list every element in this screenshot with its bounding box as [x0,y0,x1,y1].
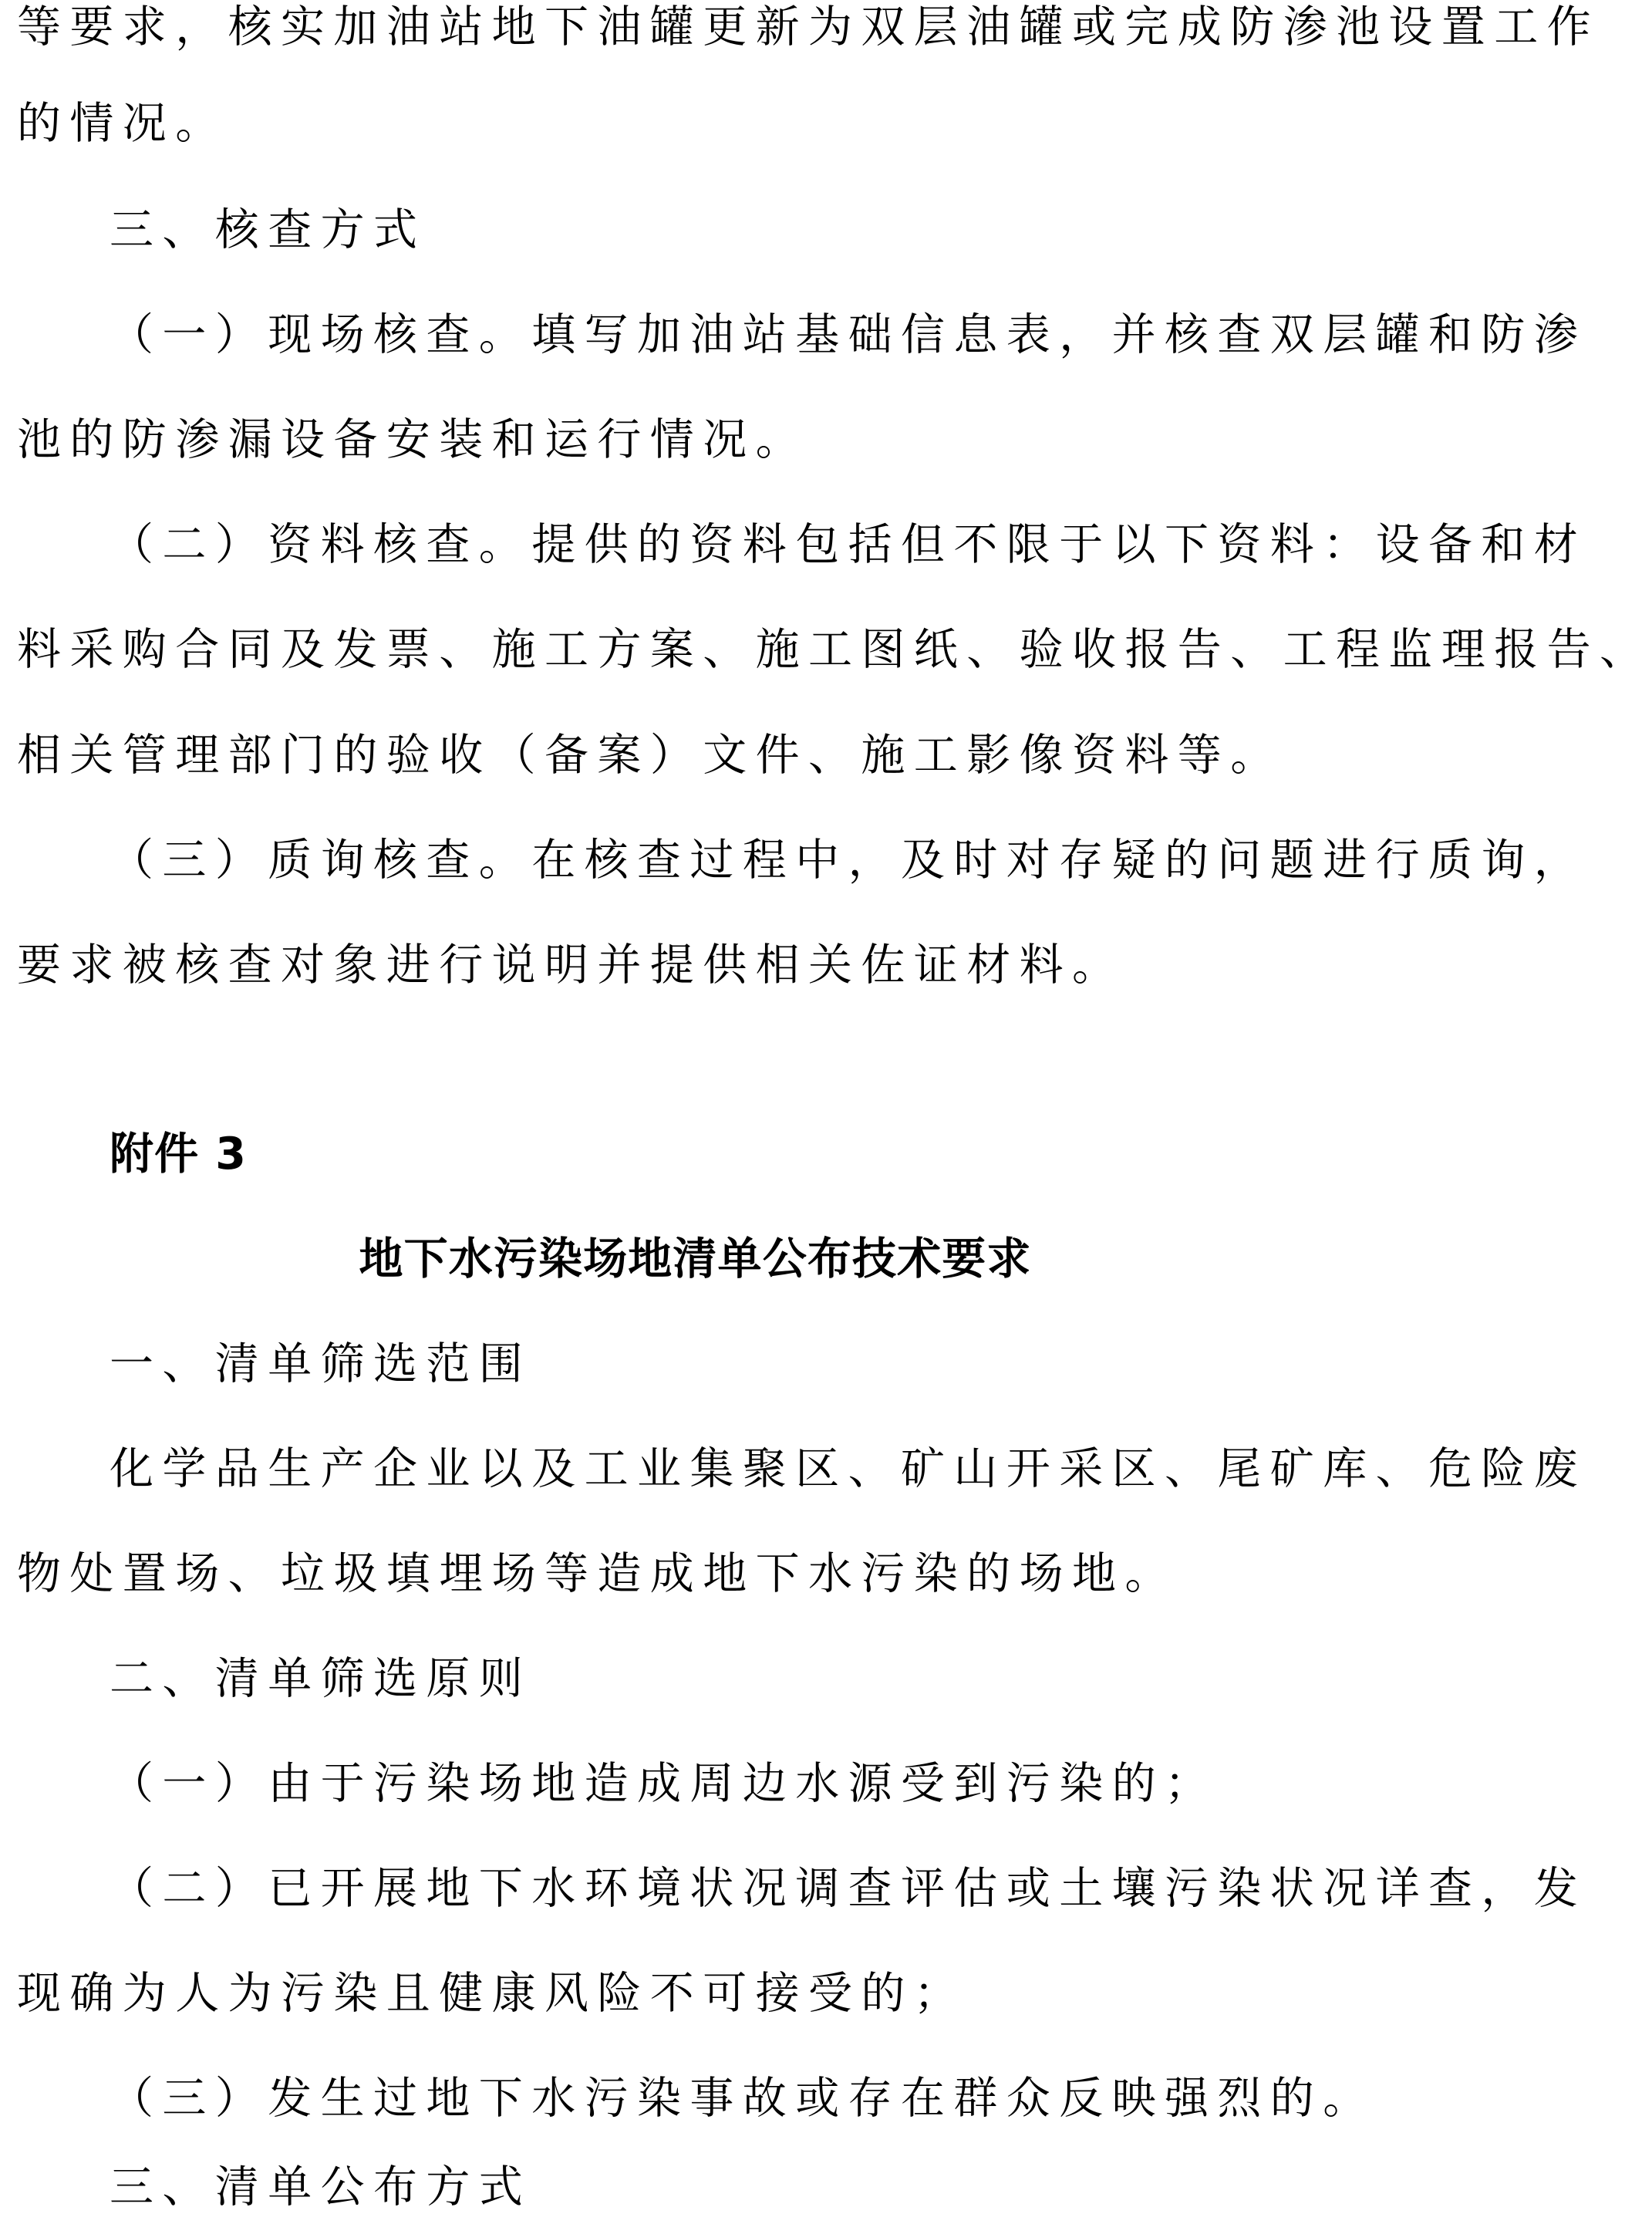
paragraph-line: （二）已开展地下水环境状况调查评估或土壤污染状况详查，发 [110,1863,1587,1914]
section-heading: 二、清单筛选原则 [110,1653,532,1704]
paragraph-line: 物处置场、垃圾填埋场等造成地下水污染的场地。 [17,1548,1178,1599]
section-heading: 三、清单公布方式 [110,2162,532,2212]
paragraph-line: （三）质询核查。在核查过程中，及时对存疑的问题进行质询， [110,835,1587,886]
paragraph-line: 的情况。 [17,98,228,149]
paragraph-line: 相关管理部门的验收（备案）文件、施工影像资料等。 [17,730,1283,781]
paragraph-line: 要求被核查对象进行说明并提供相关佐证材料。 [17,940,1125,991]
paragraph-line: 料采购合同及发票、施工方案、施工图纸、验收报告、工程监理报告、 [17,624,1652,675]
paragraph-line: （三）发生过地下水污染事故或存在群众反映强烈的。 [110,2073,1376,2124]
paragraph-line: （一）现场核查。填写加油站基础信息表，并核查双层罐和防渗 [110,309,1587,360]
paragraph-line: 化学品生产企业以及工业集聚区、矿山开采区、尾矿库、危险废 [110,1443,1587,1494]
section-heading: 一、清单筛选范围 [110,1338,532,1389]
paragraph-line: 池的防渗漏设备安装和运行情况。 [17,414,808,465]
attachment-label: 附件 3 [110,1129,248,1180]
paragraph-line: （二）资料核查。提供的资料包括但不限于以下资料：设备和材 [110,519,1587,570]
paragraph-line: （一）由于污染场地造成周边水源受到污染的； [110,1758,1218,1809]
section-heading: 三、核查方式 [110,204,426,255]
paragraph-line: 等要求，核实加油站地下油罐更新为双层油罐或完成防渗池设置工作 [17,2,1600,52]
paragraph-line: 现确为人为污染且健康风险不可接受的； [17,1968,967,2019]
attachment-title: 地下水污染场地清单公布技术要求 [359,1234,1032,1284]
